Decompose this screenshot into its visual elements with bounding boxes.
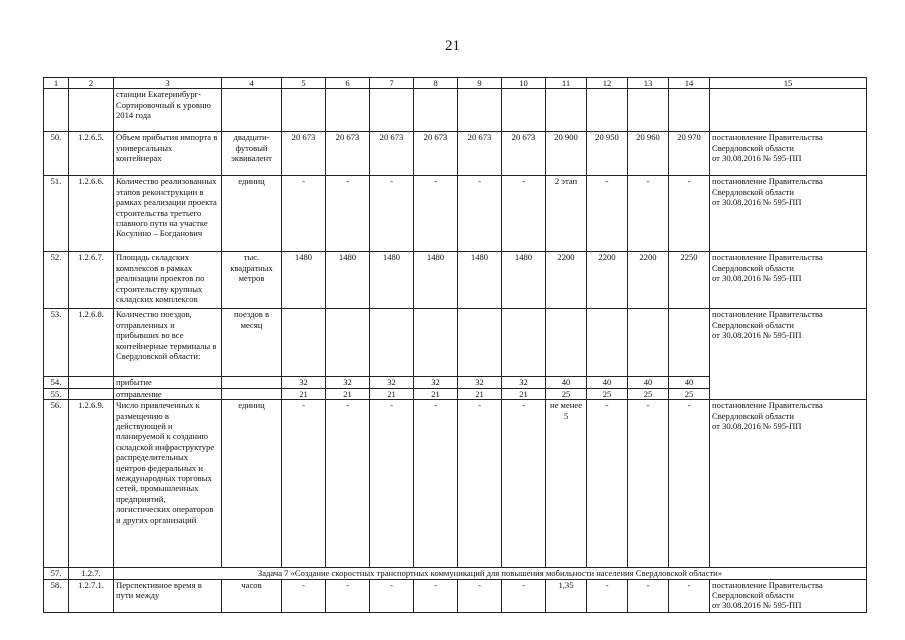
- column-header: 14: [669, 78, 710, 89]
- column-number-row: [44, 78, 867, 89]
- table-row: [44, 89, 867, 132]
- source-document: [710, 89, 867, 132]
- value-cell: -: [628, 400, 669, 568]
- value-cell: 32: [326, 377, 370, 388]
- value-cell: 32: [282, 377, 326, 388]
- value-cell: 25: [628, 388, 669, 399]
- value-cell: -: [458, 579, 502, 612]
- value-cell: 32: [370, 377, 414, 388]
- page-number: 21: [445, 38, 460, 54]
- unit: поездов в месяц: [222, 309, 282, 377]
- value-cell: [326, 89, 370, 132]
- value-cell: 20 673: [458, 132, 502, 176]
- row-number: 57.: [44, 568, 69, 579]
- indicator-code: 1.2.6.9.: [69, 400, 114, 568]
- source-document: постановление Правительства Свердловской области от 30.08.2016 № 595-ПП: [710, 579, 867, 612]
- value-cell: [628, 89, 669, 132]
- value-cell: -: [414, 176, 458, 252]
- value-cell: [370, 89, 414, 132]
- value-cell: [282, 89, 326, 132]
- table-row: [44, 176, 867, 252]
- value-cell: 25: [587, 388, 628, 399]
- value-cell: [282, 309, 326, 377]
- value-cell: [669, 89, 710, 132]
- value-cell: -: [628, 579, 669, 612]
- indicator-code: 1.2.7.: [69, 568, 114, 579]
- unit: тыс. квадратных метров: [222, 252, 282, 309]
- value-cell: [502, 309, 546, 377]
- value-cell: 21: [326, 388, 370, 399]
- value-cell: [326, 309, 370, 377]
- column-header: 10: [502, 78, 546, 89]
- value-cell: -: [326, 400, 370, 568]
- value-cell: [546, 309, 587, 377]
- unit: [222, 377, 282, 388]
- value-cell: [458, 89, 502, 132]
- value-cell: 40: [546, 377, 587, 388]
- value-cell: 21: [414, 388, 458, 399]
- indicator-code: 1.2.6.8.: [69, 309, 114, 377]
- value-cell: 1480: [458, 252, 502, 309]
- value-cell: 32: [458, 377, 502, 388]
- value-cell: не менее 5: [546, 400, 587, 568]
- value-cell: 1480: [326, 252, 370, 309]
- value-cell: 25: [546, 388, 587, 399]
- indicator-name: Площадь складских комплексов в рамках реализации проектов по строительству крупных складских комплексов: [114, 252, 222, 309]
- indicator-code: [69, 89, 114, 132]
- row-number: 56.: [44, 400, 69, 568]
- value-cell: 21: [282, 388, 326, 399]
- table-row: [44, 132, 867, 176]
- value-cell: 20 970: [669, 132, 710, 176]
- value-cell: [546, 89, 587, 132]
- value-cell: -: [669, 400, 710, 568]
- source-document: постановление Правительства Свердловской области от 30.08.2016 № 595-ПП: [710, 132, 867, 176]
- column-header: 9: [458, 78, 502, 89]
- column-header: 11: [546, 78, 587, 89]
- value-cell: [628, 309, 669, 377]
- value-cell: 32: [502, 377, 546, 388]
- row-number: 52.: [44, 252, 69, 309]
- value-cell: -: [414, 579, 458, 612]
- indicator-name: отправление: [114, 388, 222, 399]
- column-header: 12: [587, 78, 628, 89]
- value-cell: -: [370, 579, 414, 612]
- indicators-table: [43, 77, 867, 613]
- unit: единиц: [222, 176, 282, 252]
- row-number: 50.: [44, 132, 69, 176]
- value-cell: 1,35: [546, 579, 587, 612]
- source-document: постановление Правительства Свердловской области от 30.08.2016 № 595-ПП: [710, 176, 867, 252]
- value-cell: -: [458, 176, 502, 252]
- value-cell: 1480: [502, 252, 546, 309]
- table-row: [44, 579, 867, 612]
- task-heading: Задача 7 «Создание скоростных транспортных коммуникаций для повышения мобильности населения Свердловской области»: [114, 568, 867, 579]
- column-header: 6: [326, 78, 370, 89]
- value-cell: 20 673: [282, 132, 326, 176]
- value-cell: 32: [414, 377, 458, 388]
- indicator-code: 1.2.6.7.: [69, 252, 114, 309]
- value-cell: -: [587, 579, 628, 612]
- column-header: 4: [222, 78, 282, 89]
- value-cell: 20 673: [414, 132, 458, 176]
- indicator-code: 1.2.6.6.: [69, 176, 114, 252]
- table-row: [44, 568, 867, 579]
- column-header: 3: [114, 78, 222, 89]
- value-cell: -: [282, 400, 326, 568]
- value-cell: -: [628, 176, 669, 252]
- value-cell: [502, 89, 546, 132]
- value-cell: 1480: [370, 252, 414, 309]
- value-cell: -: [370, 176, 414, 252]
- row-number: 55.: [44, 388, 69, 399]
- value-cell: [414, 309, 458, 377]
- value-cell: 2 этап: [546, 176, 587, 252]
- value-cell: -: [587, 176, 628, 252]
- source-document: постановление Правительства Свердловской области от 30.08.2016 № 595-ПП: [710, 309, 867, 400]
- value-cell: [669, 309, 710, 377]
- value-cell: -: [502, 400, 546, 568]
- row-number: 51.: [44, 176, 69, 252]
- value-cell: 20 950: [587, 132, 628, 176]
- value-cell: -: [669, 176, 710, 252]
- value-cell: 2250: [669, 252, 710, 309]
- unit: [222, 388, 282, 399]
- value-cell: [587, 89, 628, 132]
- value-cell: 20 673: [502, 132, 546, 176]
- row-number: 58.: [44, 579, 69, 612]
- value-cell: 40: [628, 377, 669, 388]
- row-number: 53.: [44, 309, 69, 377]
- indicator-code: [69, 388, 114, 399]
- row-number: [44, 89, 69, 132]
- value-cell: [458, 309, 502, 377]
- indicator-name: Перспективное время в пути между: [114, 579, 222, 612]
- unit: двадцати-футовый эквивалент: [222, 132, 282, 176]
- value-cell: 1480: [414, 252, 458, 309]
- source-document: постановление Правительства Свердловской области от 30.08.2016 № 595-ПП: [710, 400, 867, 568]
- indicator-code: 1.2.6.5.: [69, 132, 114, 176]
- row-number: 54.: [44, 377, 69, 388]
- value-cell: 40: [587, 377, 628, 388]
- value-cell: 20 673: [370, 132, 414, 176]
- value-cell: -: [502, 176, 546, 252]
- value-cell: 20 673: [326, 132, 370, 176]
- value-cell: 40: [669, 377, 710, 388]
- source-document: постановление Правительства Свердловской области от 30.08.2016 № 595-ПП: [710, 252, 867, 309]
- column-header: 7: [370, 78, 414, 89]
- unit: [222, 89, 282, 132]
- column-header: 13: [628, 78, 669, 89]
- indicator-name: станции Екатеринбург-Сортировочный к уровню 2014 года: [114, 89, 222, 132]
- indicator-name: прибытие: [114, 377, 222, 388]
- value-cell: 20 900: [546, 132, 587, 176]
- value-cell: 2200: [587, 252, 628, 309]
- value-cell: -: [669, 579, 710, 612]
- value-cell: -: [414, 400, 458, 568]
- indicator-name: Число привлеченных к размещению в действующей и планируемой к созданию складской инфраструктуре распределительных центров федеральных и международных торговых сетей, промышленных предприятий, логистических операторов и других организаций: [114, 400, 222, 568]
- column-header: 2: [69, 78, 114, 89]
- value-cell: 2200: [628, 252, 669, 309]
- value-cell: -: [458, 400, 502, 568]
- value-cell: -: [587, 400, 628, 568]
- indicator-name: Объем прибытия импорта в универсальных контейнерах: [114, 132, 222, 176]
- column-header: 15: [710, 78, 867, 89]
- value-cell: -: [282, 579, 326, 612]
- table-row: [44, 309, 867, 377]
- value-cell: 25: [669, 388, 710, 399]
- value-cell: -: [326, 176, 370, 252]
- value-cell: -: [282, 176, 326, 252]
- value-cell: 2200: [546, 252, 587, 309]
- indicator-name: Количество реализованных этапов реконструкции в рамках реализации проекта строительства третьего главного пути на участке Косулино – Богданович: [114, 176, 222, 252]
- unit: часов: [222, 579, 282, 612]
- column-header: 8: [414, 78, 458, 89]
- value-cell: [370, 309, 414, 377]
- indicator-code: [69, 377, 114, 388]
- indicator-name: Количество поездов, отправленных и прибывших во все контейнерные терминалы в Свердловской области:: [114, 309, 222, 377]
- table-row: [44, 400, 867, 568]
- value-cell: 21: [458, 388, 502, 399]
- value-cell: 21: [370, 388, 414, 399]
- value-cell: -: [370, 400, 414, 568]
- value-cell: -: [502, 579, 546, 612]
- indicator-code: 1.2.7.1.: [69, 579, 114, 612]
- table-row: [44, 252, 867, 309]
- unit: единиц: [222, 400, 282, 568]
- value-cell: 20 960: [628, 132, 669, 176]
- value-cell: [587, 309, 628, 377]
- value-cell: 1480: [282, 252, 326, 309]
- column-header: 5: [282, 78, 326, 89]
- column-header: 1: [44, 78, 69, 89]
- value-cell: [414, 89, 458, 132]
- value-cell: -: [326, 579, 370, 612]
- value-cell: 21: [502, 388, 546, 399]
